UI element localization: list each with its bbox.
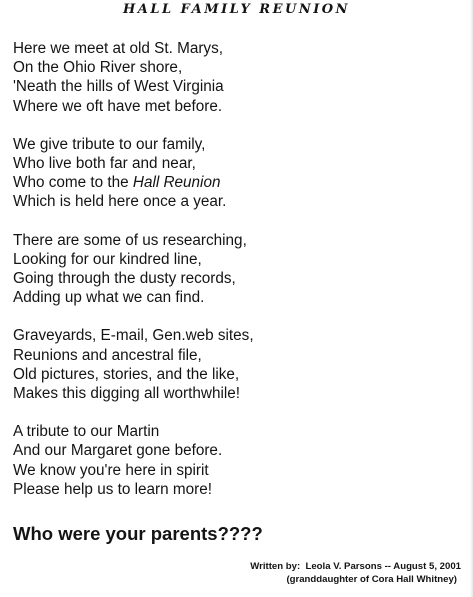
poem-line: 'Neath the hills of West Virginia [13,78,224,96]
poem-line: We know you're here in spirit [13,461,209,479]
poem-line: Looking for our kindred line, [13,250,202,268]
closing-question: Who were your parents???? [13,523,263,544]
poem-line: Who live both far and near, [13,155,196,173]
poem-body [13,39,453,499]
poem-line: A tribute to our Martin [13,423,160,441]
poem-line: There are some of us researching, [13,231,247,249]
poem-line [13,173,453,192]
poem-line: Here we meet at old St. Marys, [13,40,223,57]
poem-line: On the Ohio River shore, [13,59,183,77]
poem-line: Where we oft have met before. [13,97,223,115]
credit-line-author: Written by: Leola V. Parsons -- August 5, 2001 [250,561,461,572]
poem-line: Old pictures, stories, and the like, [13,365,240,383]
poem-line: And our Margaret gone before. [13,442,223,460]
poem-line: Reunions and ancestral file, [13,346,202,364]
poem-line: Graveyards, E-mail, Gen.web sites, [13,327,254,345]
poem-title: HALL FAMILY REUNION [122,2,351,17]
credit-line-relation: (granddaughter of Cora Hall Whitney) [286,574,457,585]
poem-line: We give tribute to our family, [13,135,206,153]
stanza-3 [13,231,453,308]
poem-line: Please help us to learn more! [13,480,212,498]
stanza-1 [13,39,453,116]
poem-line-text: Who come to the [13,174,133,192]
poem-line: Adding up what we can find. [13,289,205,307]
stanza-5 [13,422,453,499]
author-credit [250,560,461,586]
stanza-2 [13,135,453,212]
poem-line: Makes this digging all worthwhile! [13,385,241,403]
poem-line: Which is held here once a year. [13,193,227,211]
italic-phrase: Hall Reunion [132,174,221,192]
stanza-4 [13,326,453,403]
poem-line: Going through the dusty records, [13,270,236,288]
